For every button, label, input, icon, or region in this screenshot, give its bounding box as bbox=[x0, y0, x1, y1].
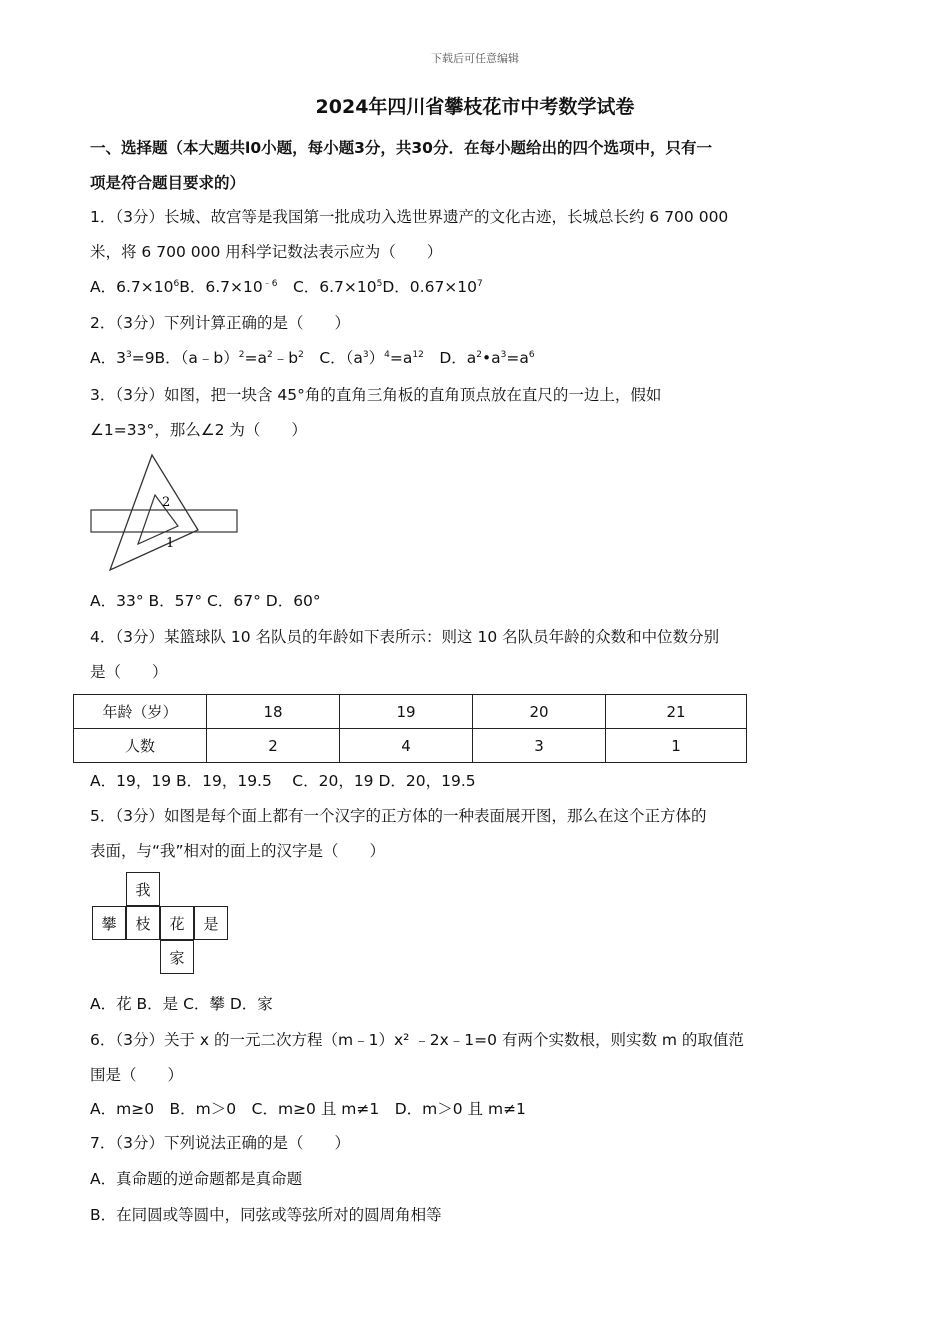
angle-1-label: 1 bbox=[166, 536, 175, 551]
q1-option-a: A．$6.7\times 10^6$ bbox=[90, 278, 180, 296]
table-cell: 18 bbox=[207, 695, 340, 729]
q1-stem-line2: 米，将 6 700 000 用科学记数法表示应为（ ） bbox=[90, 243, 443, 261]
net-face-left: 攀 bbox=[92, 906, 126, 940]
net-face-bottom: 家 bbox=[160, 940, 194, 974]
q6-stem-line1: 6．（3分）关于 x 的一元二次方程（m﹣1）x² ﹣2x﹣1=0 有两个实数根，则实数 m 的取值范 bbox=[90, 1031, 744, 1049]
q5-stem-line1: 5．（3分）如图是每个面上都有一个汉字的正方体的一种表面展开图，那么在这个正方体的 bbox=[90, 807, 707, 825]
net-face-right: 是 bbox=[194, 906, 228, 940]
q4-options: A．19，19 B．19，19.5 C．20，19 D．20，19.5 bbox=[90, 772, 476, 790]
q3-figure bbox=[88, 450, 243, 575]
q1-option-c: C．$6.7\times 10^5$ bbox=[277, 278, 383, 296]
section-heading-line2: 项是符合题目要求的） bbox=[90, 174, 246, 192]
q1-option-b: B．$6.7\times 10^{﹣6}$ bbox=[179, 278, 278, 296]
page-header: 下载后可任意编辑 bbox=[431, 52, 519, 65]
table-cell: 2 bbox=[207, 729, 340, 763]
page-title: 2024年四川省攀枝花市中考数学试卷 bbox=[315, 96, 635, 118]
q1-stem-line1: 1．（3分）长城、故宫等是我国第一批成功入选世界遗产的文化古迹，长城总长约 6 700 000 bbox=[90, 208, 729, 226]
table-cell: 1 bbox=[606, 729, 747, 763]
triangle-outer bbox=[110, 455, 198, 570]
table-row bbox=[74, 695, 747, 729]
table-cell: 3 bbox=[473, 729, 606, 763]
q7-stem: 7．（3分）下列说法正确的是（ ） bbox=[90, 1134, 350, 1152]
q7-option-b: B．在同圆或等圆中，同弦或等弦所对的圆周角相等 bbox=[90, 1206, 442, 1224]
q3-stem-line1: 3．（3分）如图，把一块含 45°角的直角三角板的直角顶点放在直尺的一边上，假如 bbox=[90, 386, 662, 404]
cube-net-figure bbox=[92, 872, 237, 977]
age-table bbox=[73, 694, 747, 763]
q3-options: A．33° B．57° C．67° D．60° bbox=[90, 592, 321, 610]
q7-option-a: A．真命题的逆命题都是真命题 bbox=[90, 1170, 303, 1188]
table-cell: 20 bbox=[473, 695, 606, 729]
table-cell: 4 bbox=[340, 729, 473, 763]
q3-stem-line2: ∠1=33°，那么∠2 为（ ） bbox=[90, 421, 307, 439]
net-face-top: 我 bbox=[126, 872, 160, 906]
net-face-mid1: 枝 bbox=[126, 906, 160, 940]
q2-options: A．$3^3=9B$．$(a﹣b)^2=a^2﹣b^2$ C．$(a^3)^4=a^{12}$ D．$a^2•a^3=a^6$ bbox=[90, 349, 535, 367]
q6-options: A．m≥0 B．m＞0 C．m≥0 且 m≠1 D．m＞0 且 m≠1 bbox=[90, 1100, 526, 1118]
table-cell: 年龄（岁） bbox=[74, 695, 207, 729]
q2-stem: 2．（3分）下列计算正确的是（ ） bbox=[90, 314, 350, 332]
net-face-mid2: 花 bbox=[160, 906, 194, 940]
table-cell: 19 bbox=[340, 695, 473, 729]
table-row bbox=[74, 729, 747, 763]
q5-stem-line2: 表面，与“我”相对的面上的汉字是（ ） bbox=[90, 842, 386, 860]
q4-stem-line2: 是（ ） bbox=[90, 663, 168, 681]
table-cell: 人数 bbox=[74, 729, 207, 763]
q1-options bbox=[90, 276, 870, 298]
q6-stem-line2: 围是（ ） bbox=[90, 1066, 184, 1084]
q4-stem-line1: 4．（3分）某篮球队 10 名队员的年龄如下表所示：则这 10 名队员年龄的众数和中位数分别 bbox=[90, 628, 720, 646]
section-heading-line1: 一、选择题（本大题共l0小题，每小题3分，共30分．在每小题给出的四个选项中，只有一 bbox=[90, 139, 712, 157]
table-cell: 21 bbox=[606, 695, 747, 729]
ruler bbox=[91, 510, 237, 532]
angle-2-label: 2 bbox=[162, 495, 171, 510]
q1-option-d: D．$0.67\times 10^7$ bbox=[382, 278, 483, 296]
q5-options: A．花 B．是 C．攀 D．家 bbox=[90, 995, 273, 1013]
